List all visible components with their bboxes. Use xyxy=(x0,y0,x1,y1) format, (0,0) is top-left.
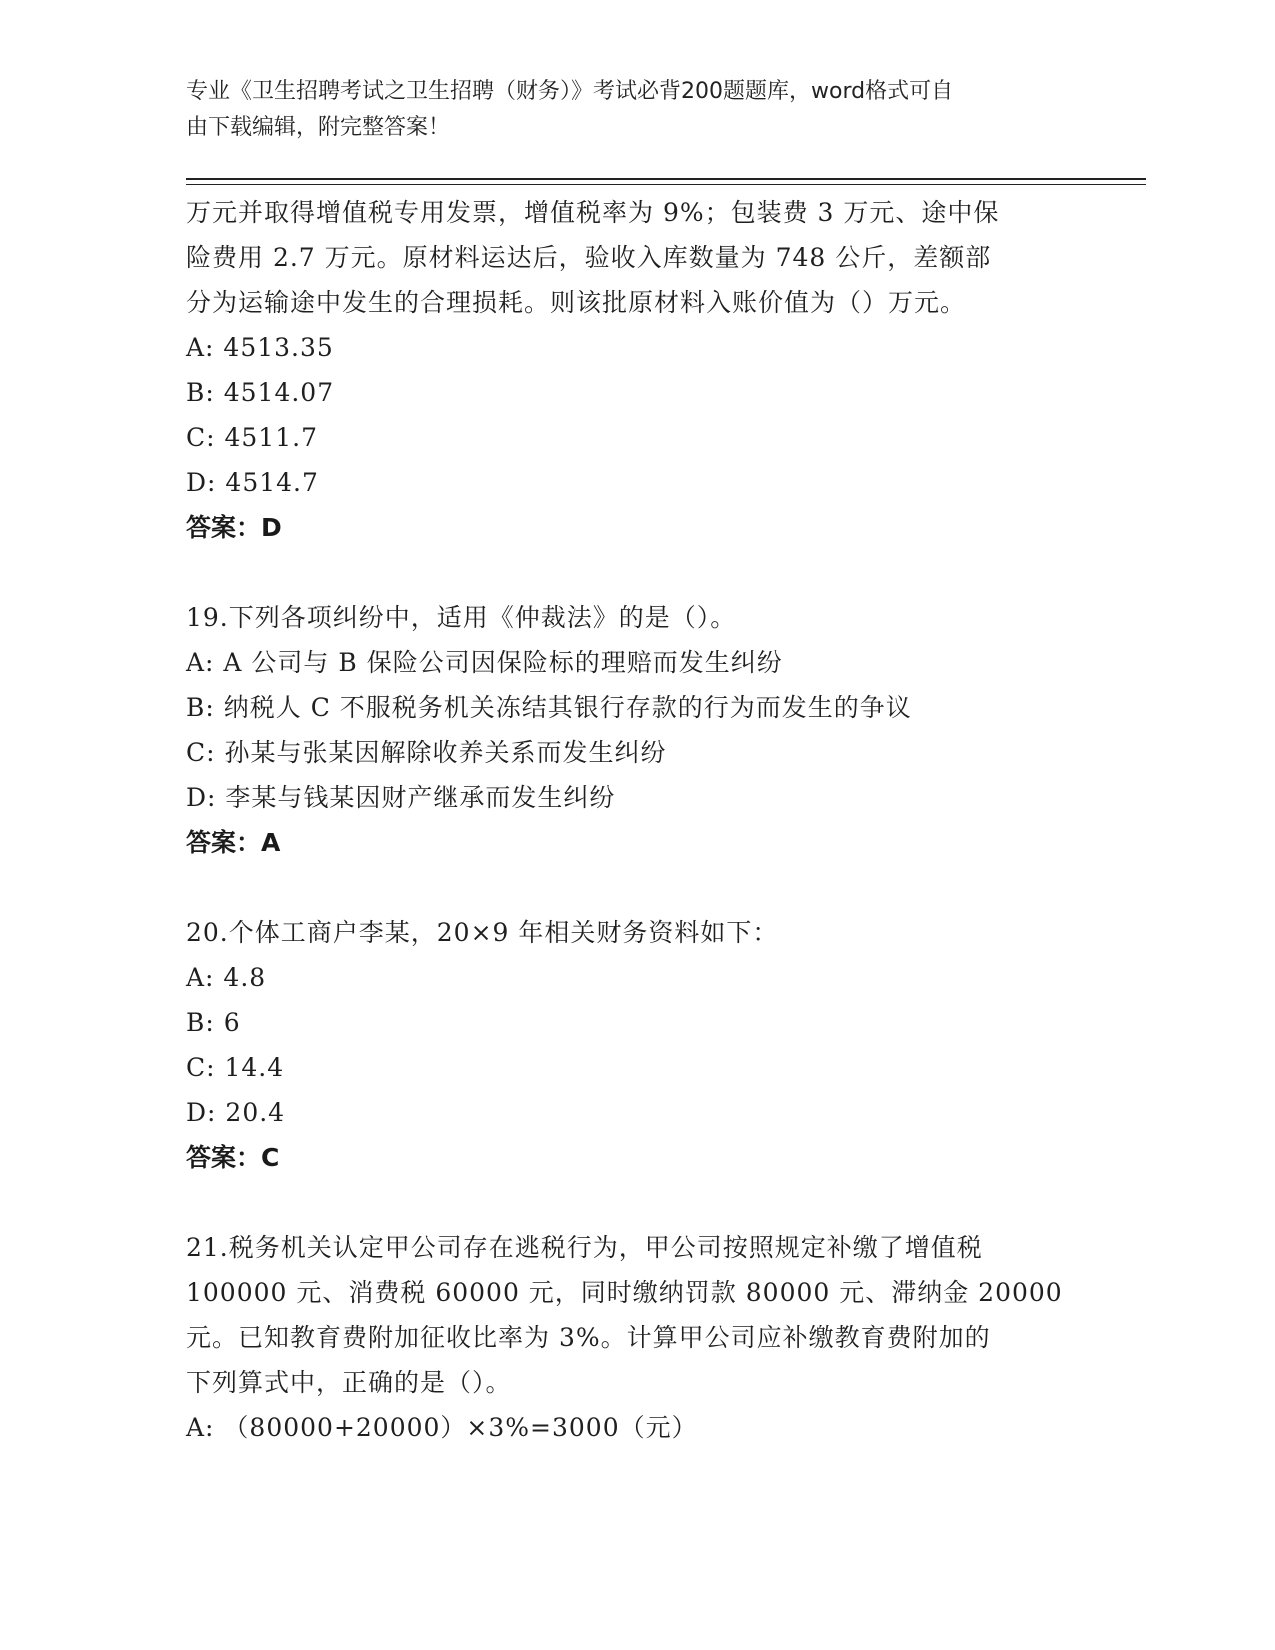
spacer xyxy=(186,865,1086,910)
option-b: B: 纳税人 C 不服税务机关冻结其银行存款的行为而发生的争议 xyxy=(186,693,912,722)
header-divider-thick xyxy=(186,178,1146,180)
option-d: D: 20.4 xyxy=(186,1098,286,1127)
option-a: A: 4513.35 xyxy=(186,333,334,362)
question-stem-line: 元。已知教育费附加征收比率为 3%。计算甲公司应补缴教育费附加的 xyxy=(186,1323,991,1352)
option-b: B: 4514.07 xyxy=(186,378,335,407)
header-title-line-2: 由下载编辑，附完整答案！ xyxy=(186,115,451,140)
question-stem-line: 万元并取得增值税专用发票，增值税率为 9%；包装费 3 万元、途中保 xyxy=(186,198,1000,227)
question-21 xyxy=(186,1225,1086,1450)
option-c: C: 14.4 xyxy=(186,1053,285,1082)
question-18-continued xyxy=(186,190,1086,550)
question-content xyxy=(186,190,1086,1450)
option-a: A: A 公司与 B 保险公司因保险标的理赔而发生纠纷 xyxy=(186,648,783,677)
question-stem-line: 下列算式中，正确的是（）。 xyxy=(186,1368,512,1397)
option-a: A: （80000+20000）×3%=3000（元） xyxy=(186,1413,698,1442)
answer-label: 答案：C xyxy=(186,1143,280,1172)
question-stem-line: 险费用 2.7 万元。原材料运达后，验收入库数量为 748 公斤，差额部 xyxy=(186,243,992,272)
spacer xyxy=(186,1180,1086,1225)
option-b: B: 6 xyxy=(186,1008,241,1037)
question-stem-line: 分为运输途中发生的合理损耗。则该批原材料入账价值为（）万元。 xyxy=(186,288,967,317)
option-a: A: 4.8 xyxy=(186,963,267,992)
header-title-line-1: 专业《卫生招聘考试之卫生招聘（财务）》考试必背200题题库，word格式可自 xyxy=(186,79,954,104)
question-20 xyxy=(186,910,1086,1180)
option-d: D: 李某与钱某因财产继承而发生纠纷 xyxy=(186,783,616,812)
answer-label: 答案：D xyxy=(186,513,282,542)
question-stem-line: 100000 元、消费税 60000 元，同时缴纳罚款 80000 元、滞纳金 20000 xyxy=(186,1278,1063,1307)
question-stem-line: 21.税务机关认定甲公司存在逃税行为，甲公司按照规定补缴了增值税 xyxy=(186,1233,983,1262)
question-stem-line: 19.下列各项纠纷中，适用《仲裁法》的是（）。 xyxy=(186,603,737,632)
question-stem-line: 20.个体工商户李某，20×9 年相关财务资料如下： xyxy=(186,918,779,947)
question-19 xyxy=(186,595,1086,865)
option-c: C: 孙某与张某因解除收养关系而发生纠纷 xyxy=(186,738,667,767)
option-d: D: 4514.7 xyxy=(186,468,319,497)
option-c: C: 4511.7 xyxy=(186,423,318,452)
document-header xyxy=(186,74,1066,146)
header-divider-thin xyxy=(186,184,1146,185)
spacer xyxy=(186,550,1086,595)
answer-label: 答案：A xyxy=(186,828,281,857)
